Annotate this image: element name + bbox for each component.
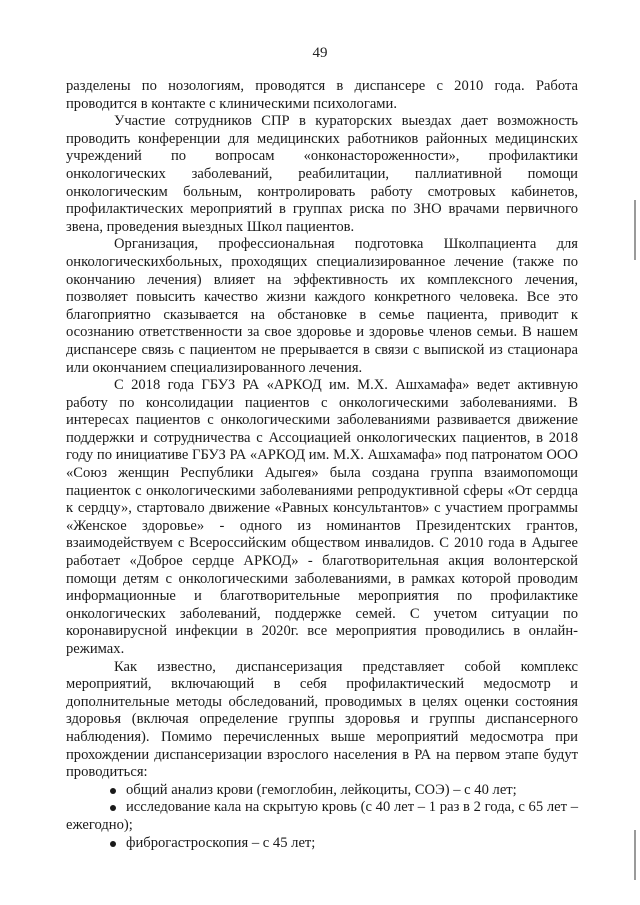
bullet-icon [110,788,116,794]
bullet-icon [110,841,116,847]
paragraph-patient-schools: Организация, профессиональная подготовка Школпациента для онкологическихбольных, проходящих специализированное лечение (также по окончанию лечения) влияет на эффективность их комплексного лечения, позволяет повысить качество жизни каждого конкретного человека. Все это благоприятно сказывается на обстановке в семье пациента, приводит к осознанию ответственности за свое здоровье и здоровье членов семьи. В нашем диспансере связь с пациентом не прерывается в связи с выпиской из стационара или окончанием специализированного лечения. [66,236,578,376]
paragraph-dispensarization: Как известно, диспансеризация представляет собой комплекс мероприятий, включающий в себя профилактический медосмотр и дополнительные методы обследований, проводимых в целях оценки состояния здоровья (включая определение группы здоровья и группы диспансерного наблюдения). Помимо перечисленных выше мероприятий медосмотра при прохождении диспансеризации взрослого населения в РА на первом этапе будут проводиться: [66,658,578,781]
bullet-icon [110,805,116,811]
paragraph-continuation: разделены по нозологиям, проводятся в диспансере с 2010 года. Работа проводится в контакте с клиническими психологами. [66,78,578,112]
list-item [66,799,578,834]
scan-edge-mark [634,200,636,260]
paragraph-patient-consolidation: С 2018 года ГБУЗ РА «АРКОД им. М.Х. Ашхамафа» ведет активную работу по консолидации пациентов с онкологическими заболеваниями. В интересах пациентов с онкологическими заболеваниями развивается движение поддержки и сотрудничества с Ассоциацией онкологических пациентов, в 2018 году по инициативе ГБУЗ РА «АРКОД им. М.Х. Ашхамафа» под патронатом ООО «Союз женщин Республики Адыгея» была создана группа взаимопомощи пациенток с онкологическими заболеваниями репродуктивной сферы «От сердца к сердцу», стартовало движение «Равных консультантов» с участием программы «Женское здоровье» - одного из номинантов Президентских грантов, взаимодействуем с Всероссийским обществом инвалидов. С 2010 года в Адыгее работает «Доброе сердце АРКОД» - благотворительная акция волонтерской помощи детям с онкологическими заболеваниями, в рамках которой проводим информационные и благотворительные мероприятия по профилактике онкологических заболеваний, поддержке семей. С учетом ситуации по коронавирусной инфекции в 2020г. все мероприятия проводились в онлайн-режимах. [66,377,578,657]
page-body [66,78,578,852]
list-item-text: исследование кала на скрытую кровь (с 40 лет – 1 раз в 2 года, с 65 лет – ежегодно); [66,799,578,833]
list-item-text: фиброгастроскопия – с 45 лет; [126,834,316,851]
scan-edge-mark [634,830,636,880]
page-number: 49 [312,45,328,61]
list-item [66,782,578,800]
examination-list [66,782,578,852]
list-item [66,835,578,853]
list-item-text: общий анализ крови (гемоглобин, лейкоциты, СОЭ) – с 40 лет; [126,781,517,798]
paragraph-curatorial-visits: Участие сотрудников СПР в кураторских выездах дает возможность проводить конференции для медицинских работников районных медицинских учреждений по вопросам «онконастороженности», профилактики онкологических заболеваний, реабилитации, паллиативной помощи онкологическим больным, контролировать работу смотровых кабинетов, профилактических мероприятий в группах риска по ЗНО врачами первичного звена, проведения выездных Школ пациентов. [66,113,578,235]
